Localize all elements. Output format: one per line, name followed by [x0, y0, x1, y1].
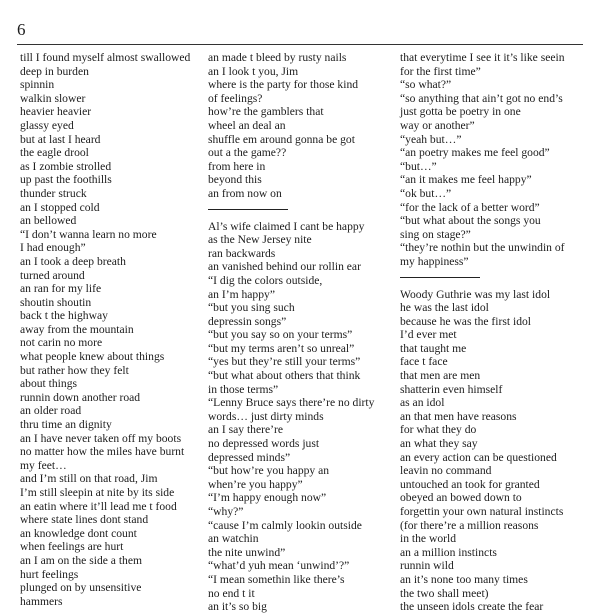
verse-line: shatterin even himself [400, 382, 503, 396]
verse-line: thunder struck [20, 186, 87, 200]
verse-line: untouched an took for granted [400, 477, 540, 491]
verse-line: the unseen idols create the fear [400, 600, 544, 614]
verse-line: (for there’re a million reasons [400, 518, 539, 532]
verse-line: an knowledge dont count [20, 526, 137, 540]
verse-line: not carin no more [20, 336, 103, 350]
verse-line: “but how’re you happy an [208, 464, 330, 478]
verse-line: out a the game?? [208, 146, 287, 160]
verse-line: for the first time” [400, 64, 481, 78]
text-column-3 [400, 51, 582, 614]
verse-line: an I look t you, Jim [208, 64, 299, 78]
verse-line: way or another” [400, 118, 475, 132]
verse-line: beyond this [208, 173, 262, 187]
verse-line: “for the lack of a better word” [400, 200, 540, 214]
verse-line: but at last I heard [20, 132, 101, 146]
verse-line: from here in [208, 159, 266, 173]
verse-line: an older road [20, 404, 82, 418]
verse-line: runnin wild [400, 559, 454, 573]
verse-line: shuffle em around gonna be got [208, 132, 355, 146]
verse-line: where state lines dont stand [20, 513, 149, 527]
verse-line: an that men have reasons [400, 409, 517, 423]
verse-line: up past the foothills [20, 173, 112, 187]
verse-line: heavier heavier [20, 105, 92, 119]
verse-line: an vanished behind our rollin ear [208, 260, 361, 274]
verse-line: an ran for my life [20, 282, 102, 296]
verse-line: “so anything that ain’t got no end’s [400, 91, 563, 105]
verse-line: face t face [400, 355, 448, 369]
verse-line: “yes but they’re still your terms” [208, 355, 361, 369]
verse-line: glassy eyed [20, 118, 74, 132]
verse-line: an I am on the side a them [20, 553, 143, 567]
verse-line: where is the party for those kind [208, 78, 359, 92]
verse-line: I’m still sleepin at nite by its side [20, 486, 175, 499]
verse-line: that everytime I see it it’s like seein [400, 51, 565, 64]
verse-line: as I zombie strolled [20, 159, 112, 173]
verse-line: thru time an dignity [20, 418, 112, 432]
page-number: 6 [17, 20, 26, 39]
verse-line: an every action can be questioned [400, 450, 557, 464]
verse-line: “so what?” [400, 78, 452, 92]
verse-line: “I mean somethin like there’s [208, 572, 345, 586]
verse-line: an I’m happy” [208, 287, 275, 301]
verse-line: the nite unwind” [208, 545, 286, 559]
verse-line: walkin slower [20, 91, 86, 105]
verse-line: that taught me [400, 341, 467, 355]
verse-line: Woody Guthrie was my last idol [400, 287, 551, 301]
verse-line: my feet… [20, 458, 67, 472]
verse-line: spinnin [20, 78, 55, 92]
verse-line: hammers [20, 594, 63, 608]
verse-line: no depressed words just [208, 437, 320, 451]
verse-line: forgettin your own natural instincts [400, 505, 564, 518]
verse-line: an from now on [208, 186, 282, 200]
verse-line: an watchin [208, 532, 259, 546]
verse-line: the two shall meet) [400, 586, 489, 600]
verse-line: “an poetry makes me feel good” [400, 146, 550, 160]
verse-line: obeyed an bowed down to [400, 491, 522, 505]
verse-line: “what’d yuh mean ‘unwind’?” [208, 559, 350, 573]
verse-line: “yeah but…” [400, 132, 462, 146]
verse-line: hurt feelings [20, 567, 79, 581]
verse-line: “Lenny Bruce says there’re no dirty [208, 396, 375, 410]
verse-line: the eagle drool [20, 146, 89, 160]
verse-line: of feelings? [208, 91, 263, 105]
verse-line: “but you say so on your terms” [208, 328, 353, 342]
verse-line: shoutin shoutin [20, 295, 92, 309]
verse-line: an bellowed [20, 214, 77, 228]
verse-line: an I have never taken off my boots [20, 431, 182, 445]
verse-line: he was the last idol [400, 301, 489, 315]
section-divider [400, 277, 480, 278]
text-column-2 [208, 51, 393, 614]
verse-line: an I took a deep breath [20, 254, 126, 268]
verse-line: in the world [400, 532, 457, 546]
text-column-1 [20, 51, 200, 608]
verse-line: “I’m happy enough now” [208, 491, 327, 505]
verse-line: and I’m still on that road, Jim [20, 472, 158, 486]
verse-line: “but my terms aren’t so unreal” [208, 341, 355, 355]
verse-line: sing on stage?” [400, 227, 471, 241]
verse-line: in those terms” [208, 382, 279, 396]
verse-line: ran backwards [208, 246, 276, 260]
verse-line: plunged on by unsensitive [20, 581, 142, 595]
verse-line: “they’re nothin but the unwindin of [400, 241, 565, 255]
verse-line: till I found myself almost swallowed [20, 51, 191, 64]
verse-line: leavin no command [400, 464, 492, 478]
verse-line: when feelings are hurt [20, 540, 124, 554]
verse-line: “but you sing such [208, 301, 295, 315]
verse-line: but rather how they felt [20, 363, 129, 377]
header-rule [17, 44, 583, 45]
verse-line: I had enough” [20, 241, 86, 255]
verse-line: “but what about the songs you [400, 214, 541, 228]
verse-line: back t the highway [20, 309, 108, 323]
verse-line: runnin down another road [20, 390, 141, 404]
verse-line: about things [20, 377, 78, 391]
verse-line: an a million instincts [400, 545, 497, 559]
verse-line: depressin songs” [208, 314, 287, 328]
verse-line: away from the mountain [20, 322, 134, 336]
verse-line: deep in burden [20, 64, 89, 78]
verse-line: “an it makes me feel happy” [400, 173, 532, 187]
verse-line: I’d ever met [400, 328, 457, 342]
verse-line: an eatin where it’ll lead me t food [20, 499, 177, 513]
verse-line: an made t bleed by rusty nails [208, 51, 347, 64]
verse-line: when’re you happy” [208, 477, 303, 491]
verse-line: no end t it [208, 586, 255, 600]
verse-line: “but what about others that think [208, 369, 361, 383]
verse-line: for what they do [400, 423, 477, 437]
verse-line: because he was the first idol [400, 314, 532, 328]
verse-line: an it’s none too many times [400, 572, 528, 586]
verse-line: as the New Jersey nite [208, 233, 312, 247]
verse-line: no matter how the miles have burnt [20, 445, 185, 459]
verse-line: wheel an deal an [208, 118, 286, 132]
verse-line: as an idol [400, 396, 445, 410]
section-divider [208, 209, 288, 210]
verse-line: how’re the gamblers that [208, 105, 324, 119]
verse-line: that men are men [400, 369, 481, 383]
verse-line: an what they say [400, 437, 478, 451]
verse-line: words… just dirty minds [208, 409, 324, 423]
verse-line: an it’s so big [208, 600, 267, 614]
verse-line: just gotta be poetry in one [400, 105, 521, 119]
verse-line: depressed minds” [208, 450, 291, 464]
verse-line: “cause I’m calmly lookin outside [208, 518, 362, 532]
verse-line: “I dig the colors outside, [208, 273, 323, 287]
verse-line: an I say there’re [208, 423, 283, 437]
verse-line: an I stopped cold [20, 200, 100, 214]
verse-line: “ok but…” [400, 186, 452, 200]
verse-line: what people knew about things [20, 350, 165, 364]
verse-line: turned around [20, 268, 85, 282]
verse-line: Al’s wife claimed I cant be happy [208, 219, 365, 233]
verse-line: “but…” [400, 159, 437, 173]
verse-line: “I don’t wanna learn no more [20, 227, 157, 241]
verse-line: “why?” [208, 505, 244, 518]
verse-line: my happiness” [400, 254, 469, 268]
